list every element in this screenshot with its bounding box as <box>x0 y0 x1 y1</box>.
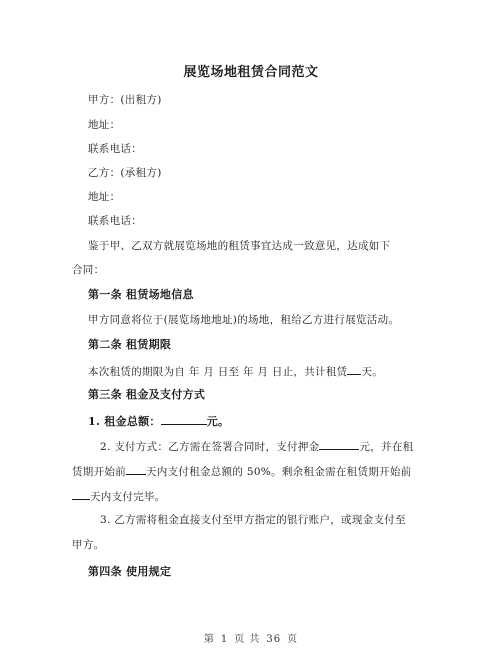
footer-page-number: 1 <box>220 634 229 645</box>
party-a-phone-line: 联系电话： <box>88 143 142 155</box>
article-3-item-3-line-2: 甲方。 <box>72 539 105 551</box>
blank-days-final <box>72 488 90 500</box>
party-b-phone-line: 联系电话： <box>88 215 142 227</box>
article-2-text-a: 本次租赁的期限为自 年 月 日至 年 月 日止，共计租赁 <box>88 366 348 378</box>
preamble-line-1: 鉴于甲、乙双方就展览场地的租赁事宜达成一致意见，达成如下 <box>88 240 391 252</box>
article-3-item-2-line-1-a: 2. 支付方式：乙方需在签署合同时，支付押金 <box>100 441 320 453</box>
article-1-text: 甲方同意将位于(展览场地地址)的场地，租给乙方进行展览活动。 <box>88 314 400 326</box>
party-b-address-line: 地址： <box>88 191 121 203</box>
footer-total-pages: 36 <box>266 634 282 645</box>
article-3-item-2-line-2 <box>72 463 412 479</box>
article-3-item-2-line-3 <box>72 488 402 504</box>
article-2-text <box>88 363 418 379</box>
article-2-text-b: 天。 <box>361 366 384 378</box>
article-3-item-2-line-2-b: 天内支付租金总额的 50%。剩余租金需在租赁期开始前 <box>146 466 412 478</box>
page-footer <box>0 630 502 645</box>
article-3-item-1 <box>88 413 418 429</box>
article-3-item-2-line-3-text: 天内支付完毕。 <box>90 491 166 503</box>
article-3-item-2-line-2-a: 赁期开始前 <box>72 466 126 478</box>
document-title: 展览场地租赁合同范文 <box>183 65 319 80</box>
footer-suffix: 页 <box>287 634 299 645</box>
blank-rent-total <box>161 413 207 425</box>
article-3-item-3-line-1: 3. 乙方需将租金直接支付至甲方指定的银行账户，或现金支付至 <box>100 514 406 526</box>
article-4-heading: 第四条 使用规定 <box>88 565 172 578</box>
blank-days <box>347 363 361 375</box>
article-3-item-1-a: 1. 租金总额： <box>88 415 161 428</box>
party-a-address-line: 地址： <box>88 119 121 131</box>
blank-deposit <box>319 438 359 450</box>
party-b-line: 乙方：(承租方) <box>88 167 162 179</box>
article-3-heading: 第三条 租金及支付方式 <box>88 388 206 401</box>
article-2-heading: 第二条 租赁期限 <box>88 338 172 351</box>
article-3-item-2-line-1 <box>100 438 430 454</box>
article-1-heading: 第一条 租赁场地信息 <box>88 288 194 301</box>
party-a-line: 甲方：(出租方) <box>88 94 162 106</box>
blank-days-before <box>126 463 146 475</box>
footer-prefix: 第 <box>203 634 215 645</box>
footer-middle: 页 共 <box>234 634 261 645</box>
preamble-line-2: 合同： <box>72 264 105 276</box>
article-3-item-2-line-1-b: 元，并在租 <box>359 441 414 453</box>
article-3-item-1-b: 元。 <box>206 415 230 428</box>
